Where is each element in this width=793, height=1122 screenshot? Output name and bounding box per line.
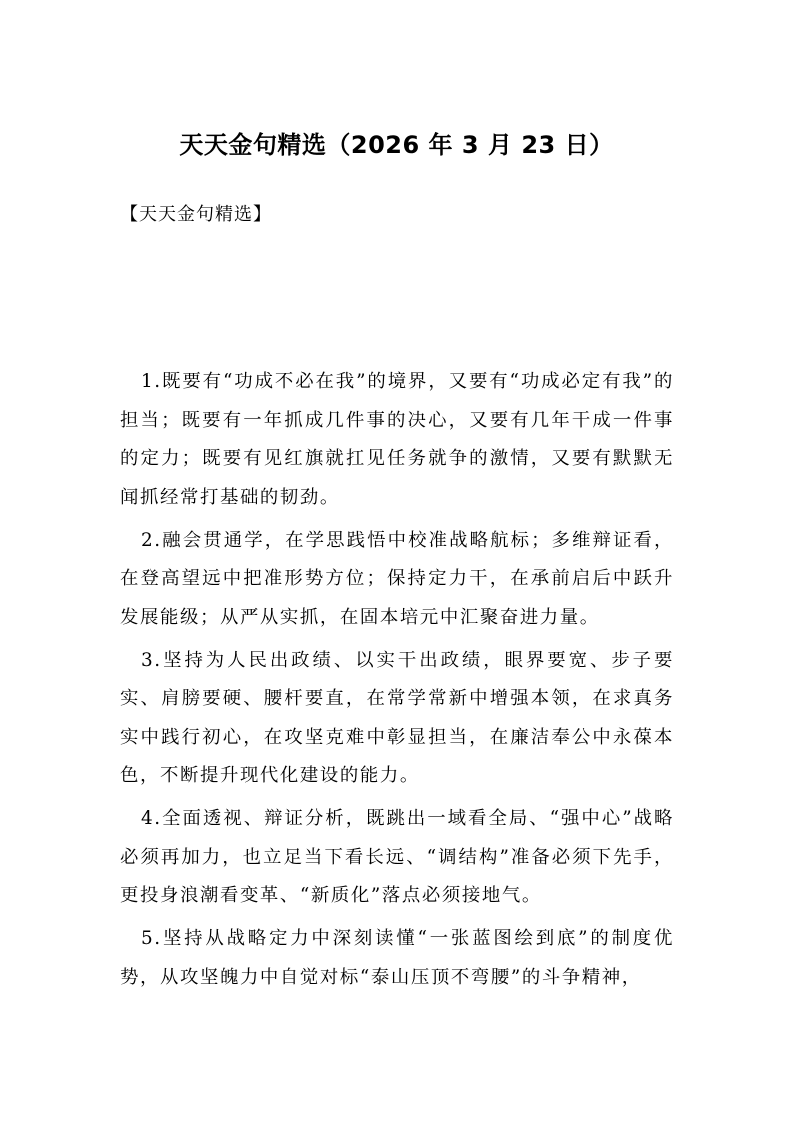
section-label: 【天天金句精选】 bbox=[120, 204, 272, 225]
document-title: 天天金句精选（2026 年 3 月 23 日） bbox=[179, 131, 614, 159]
paragraph-5: 5.坚持从战略定力中深刻读懂“一张蓝图绘到底”的制度优势，从攻坚魄力中自觉对标“泰山压顶不弯腰”的斗争精神， bbox=[120, 928, 674, 988]
paragraph-1: 1.既要有“功成不必在我”的境界，又要有“功成必定有我”的担当；既要有一年抓成几件事的决心，又要有几年干成一件事的定力；既要有见红旗就扛见任务就争的激情，又要有默默无闻抓经常打基础的韧劲。 bbox=[120, 371, 674, 508]
paragraph-2: 2.融会贯通学，在学思践悟中校准战略航标；多维辩证看，在登高望远中把准形势方位；保持定力干，在承前启后中跃升发展能级；从严从实抓，在固本培元中汇聚奋进力量。 bbox=[120, 529, 674, 628]
paragraph-4: 4.全面透视、辩证分析，既跳出一域看全局、“强中心”战略必须再加力，也立足当下看长远、“调结构”准备必须下先手，更投身浪潮看变革、“新质化”落点必须接地气。 bbox=[120, 808, 674, 906]
document-body bbox=[120, 363, 674, 1002]
paragraph-3: 3.坚持为人民出政绩、以实干出政绩，眼界要宽、步子要实、肩膀要硬、腰杆要直，在常学常新中增强本领，在求真务实中践行初心，在攻坚克难中彰显担当，在廉洁奉公中永葆本色，不断提升现代化建设的能力。 bbox=[120, 649, 674, 786]
